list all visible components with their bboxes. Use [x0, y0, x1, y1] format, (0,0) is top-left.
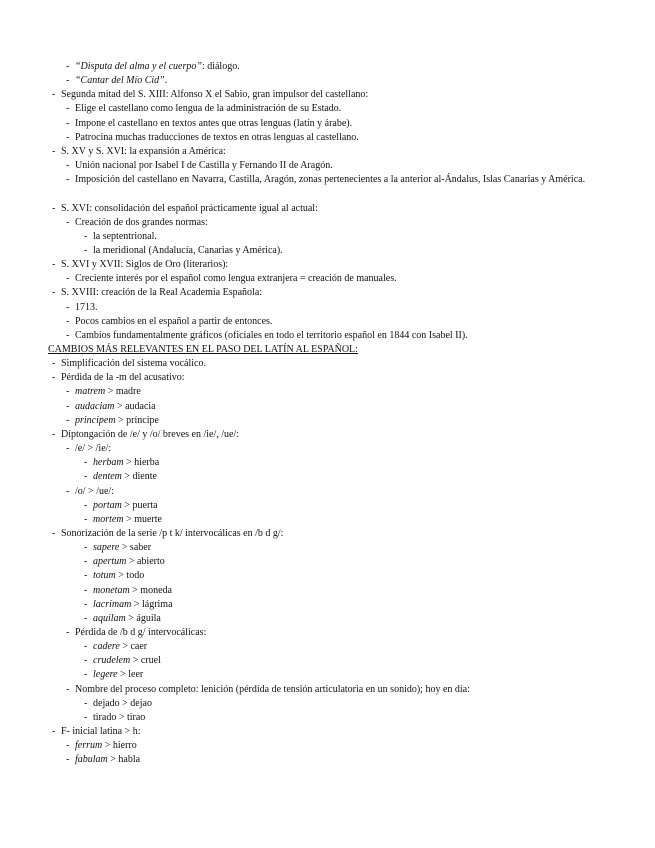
outline-item	[66, 414, 619, 428]
list-dash: -	[66, 754, 70, 765]
list-dash: -	[52, 372, 56, 383]
item-text: /o/ > /ue/:	[75, 486, 114, 497]
item-text: S. XVI y XVII: Siglos de Oro (literarios):	[61, 259, 229, 270]
item-text: /e/ > /ie/:	[75, 443, 112, 454]
list-dash: -	[66, 330, 70, 341]
item-text: S. XVIII: creación de la Real Academia Española:	[61, 287, 263, 298]
list-dash: -	[84, 231, 88, 242]
list-dash: -	[66, 684, 70, 695]
item-text: > príncipe	[115, 415, 159, 426]
italic-term: “Disputa del alma y el cuerpo”	[75, 61, 202, 72]
outline-item	[84, 244, 619, 258]
list-dash: -	[52, 429, 56, 440]
list-dash: -	[66, 386, 70, 397]
outline-item	[84, 612, 619, 626]
outline-item	[66, 385, 619, 399]
list-dash: -	[84, 542, 88, 553]
outline-item	[84, 569, 619, 583]
outline-item	[66, 102, 619, 116]
outline-item	[66, 400, 619, 414]
outline-item	[52, 202, 619, 216]
outline-item	[66, 117, 619, 131]
item-text: S. XV y S. XVI: la expansión a América:	[61, 146, 226, 157]
outline-item	[52, 527, 619, 541]
list-dash: -	[66, 61, 70, 72]
italic-term: lacrimam	[93, 599, 132, 610]
outline-item	[52, 725, 619, 739]
outline-item	[84, 513, 619, 527]
italic-term: principem	[75, 415, 116, 426]
list-dash: -	[66, 316, 70, 327]
list-dash: -	[52, 146, 56, 157]
outline-item	[52, 145, 619, 159]
italic-term: cadere	[93, 641, 120, 652]
item-text: > abierto	[126, 556, 165, 567]
item-text: > leer	[117, 669, 144, 680]
outline-item	[66, 329, 619, 343]
list-dash: -	[84, 471, 88, 482]
item-text: : diálogo.	[201, 61, 240, 72]
item-text: tirado > tirao	[93, 712, 146, 723]
list-dash: -	[84, 500, 88, 511]
list-dash: -	[52, 726, 56, 737]
item-text: Sonorización de la serie /p t k/ intervocálicas en /b d g/:	[61, 528, 284, 539]
item-text: Diptongación de /e/ y /o/ breves en /ie/, /ue/:	[61, 429, 240, 440]
item-text: S. XVI: consolidación del español prácticamente igual al actual:	[61, 203, 318, 214]
outline-item	[66, 74, 619, 88]
italic-term: aquilam	[93, 613, 126, 624]
list-dash: -	[66, 75, 70, 86]
item-text: > lágrima	[131, 599, 173, 610]
item-text: Impone el castellano en textos antes que otras lenguas (latín y árabe).	[75, 118, 353, 129]
list-dash: -	[66, 273, 70, 284]
item-text: > todo	[115, 570, 145, 581]
item-text: dejado > dejao	[93, 698, 152, 709]
item-text: Imposición del castellano en Navarra, Castilla, Aragón, zonas pertenecientes a la anterior al-Ándalus, Islas Canarias y América.	[75, 174, 586, 185]
list-dash: -	[66, 627, 70, 638]
item-text: Creación de dos grandes normas:	[75, 217, 208, 228]
list-dash: -	[52, 89, 56, 100]
outline-item	[66, 60, 619, 74]
item-text: Creciente interés por el español como lengua extranjera = creación de manuales.	[75, 273, 397, 284]
list-dash: -	[84, 585, 88, 596]
outline-item	[52, 371, 619, 385]
outline-item	[84, 584, 619, 598]
outline-item	[84, 499, 619, 513]
list-dash: -	[66, 443, 70, 454]
item-text: > madre	[105, 386, 141, 397]
italic-term: herbam	[93, 457, 124, 468]
item-text: la meridional (Andalucía, Canarias y América).	[93, 245, 283, 256]
item-text: Pocos cambios en el español a partir de entonces.	[75, 316, 273, 327]
italic-term: portam	[93, 500, 122, 511]
list-dash: -	[84, 599, 88, 610]
italic-term: apertum	[93, 556, 127, 567]
italic-term: legere	[93, 669, 118, 680]
item-text: Segunda mitad del S. XIII: Alfonso X el Sabio, gran impulsor del castellano:	[61, 89, 369, 100]
outline-item	[66, 739, 619, 753]
list-dash: -	[66, 415, 70, 426]
item-text: la septentrional.	[93, 231, 157, 242]
outline-item	[84, 230, 619, 244]
item-text: .	[164, 75, 168, 86]
outline-item	[52, 258, 619, 272]
outline-item	[84, 711, 619, 725]
italic-term: fabulam	[75, 754, 108, 765]
outline-item	[52, 286, 619, 300]
italic-term: matrem	[75, 386, 106, 397]
outline-item	[66, 272, 619, 286]
list-dash: -	[52, 259, 56, 270]
italic-term: mortem	[93, 514, 124, 525]
italic-term: “Cantar del Mío Cid”	[75, 75, 165, 86]
item-text: > caer	[119, 641, 148, 652]
item-text: F- inicial latina > h:	[61, 726, 141, 737]
list-dash: -	[66, 160, 70, 171]
outline-item	[84, 598, 619, 612]
list-dash: -	[84, 669, 88, 680]
list-dash: -	[66, 174, 70, 185]
item-text: > moneda	[129, 585, 172, 596]
outline-item	[84, 470, 619, 484]
item-text: Elige el castellano como lengua de la administración de su Estado.	[75, 103, 342, 114]
list-dash: -	[66, 401, 70, 412]
outline-item	[66, 216, 619, 230]
item-text: > diente	[121, 471, 157, 482]
italic-term: totum	[93, 570, 116, 581]
outline-item	[66, 301, 619, 315]
outline-item	[52, 428, 619, 442]
outline-item	[84, 668, 619, 682]
italic-term: dentem	[93, 471, 122, 482]
outline-item	[84, 541, 619, 555]
list-dash: -	[84, 698, 88, 709]
list-dash: -	[84, 514, 88, 525]
outline-item	[84, 654, 619, 668]
list-dash: -	[84, 655, 88, 666]
item-text: > saber	[119, 542, 152, 553]
item-text: > muerte	[123, 514, 162, 525]
outline-item	[66, 683, 619, 697]
item-text: > audacia	[114, 401, 156, 412]
outline-item	[66, 159, 619, 173]
outline-item	[66, 626, 619, 640]
outline-item	[66, 131, 619, 145]
list-dash: -	[84, 570, 88, 581]
outline-item	[66, 485, 619, 499]
item-text: Cambios fundamentalmente gráficos (oficiales en todo el territorio español en 1844 con Isabel II).	[75, 330, 468, 341]
item-text: Nombre del proceso completo: lenición (pérdida de tensión articulatoria en un sonido); hoy en día:	[75, 684, 470, 695]
italic-term: audaciam	[75, 401, 115, 412]
item-text: Patrocina muchas traducciones de textos en otras lenguas al castellano.	[75, 132, 359, 143]
list-dash: -	[66, 118, 70, 129]
list-dash: -	[52, 203, 56, 214]
list-dash: -	[84, 245, 88, 256]
item-text: > hierba	[123, 457, 160, 468]
outline-item	[66, 173, 619, 201]
list-dash: -	[66, 740, 70, 751]
outline-item	[84, 697, 619, 711]
list-dash: -	[84, 556, 88, 567]
italic-term: crudelem	[93, 655, 131, 666]
outline-item	[52, 357, 619, 371]
italic-term: ferrum	[75, 740, 103, 751]
item-text: > hierro	[102, 740, 137, 751]
item-text: > águila	[125, 613, 161, 624]
italic-term: monetam	[93, 585, 130, 596]
list-dash: -	[66, 302, 70, 313]
list-dash: -	[84, 641, 88, 652]
outline-item	[84, 640, 619, 654]
list-dash: -	[84, 613, 88, 624]
list-dash: -	[84, 457, 88, 468]
outline-item	[66, 442, 619, 456]
list-dash: -	[52, 528, 56, 539]
section-heading	[48, 343, 619, 357]
item-text: > puerta	[121, 500, 158, 511]
list-dash: -	[52, 358, 56, 369]
item-text: Pérdida de la -m del acusativo:	[61, 372, 185, 383]
item-text: > habla	[107, 754, 141, 765]
list-dash: -	[52, 287, 56, 298]
outline-item	[84, 456, 619, 470]
item-text: Pérdida de /b d g/ intervocálicas:	[75, 627, 207, 638]
outline-item	[52, 88, 619, 102]
list-dash: -	[66, 217, 70, 228]
item-text: 1713.	[75, 302, 98, 313]
item-text: Simplificación del sistema vocálico.	[61, 358, 206, 369]
item-text: > cruel	[130, 655, 161, 666]
item-text: Unión nacional por Isabel I de Castilla y Fernando II de Aragón.	[75, 160, 333, 171]
outline-item	[84, 555, 619, 569]
list-dash: -	[66, 486, 70, 497]
outline-item	[66, 753, 619, 767]
item-text: CAMBIOS MÁS RELEVANTES EN EL PASO DEL LATÍN AL ESPAÑOL:	[48, 344, 358, 355]
list-dash: -	[66, 132, 70, 143]
list-dash: -	[84, 712, 88, 723]
outline-item	[66, 315, 619, 329]
list-dash: -	[66, 103, 70, 114]
italic-term: sapere	[93, 542, 120, 553]
